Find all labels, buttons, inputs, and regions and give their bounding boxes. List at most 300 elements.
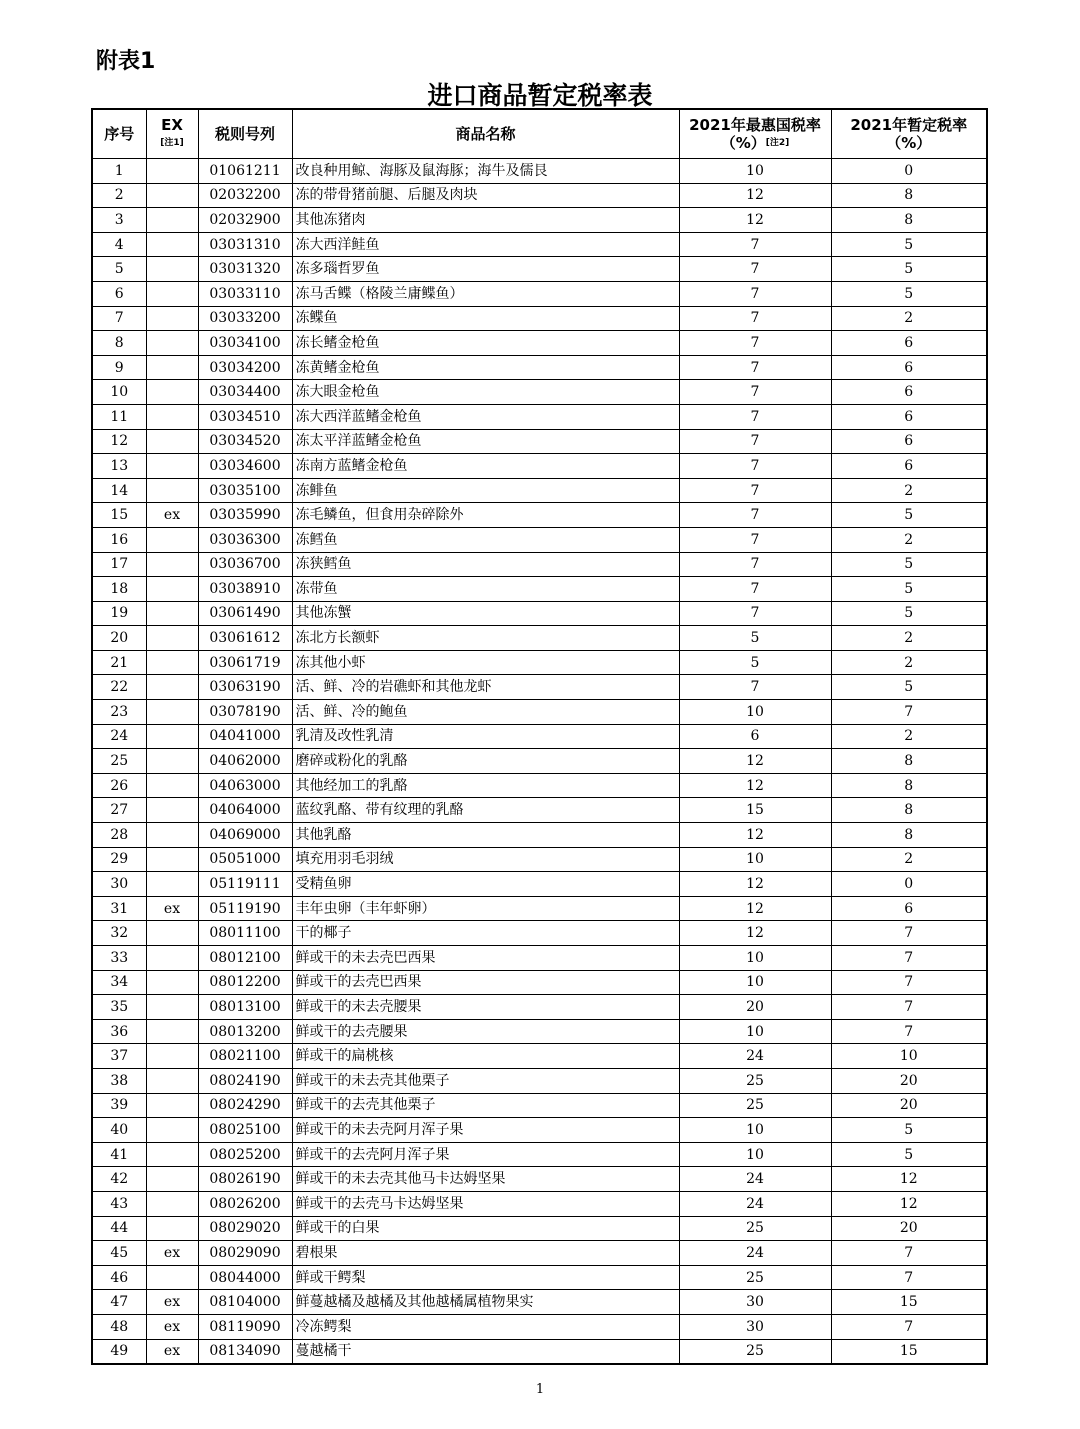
cell-ex [146,552,198,577]
cell-name: 鲜或干的去壳巴西果 [292,970,679,995]
table-row [92,1339,987,1364]
cell-ex: ex [146,503,198,528]
cell-temp-rate: 7 [831,946,987,971]
cell-seq: 46 [92,1265,146,1290]
table-row [92,257,987,282]
cell-temp-rate: 8 [831,183,987,208]
cell-seq: 18 [92,577,146,602]
cell-seq: 2 [92,183,146,208]
cell-mfn-rate: 10 [679,946,831,971]
cell-seq: 49 [92,1339,146,1364]
cell-mfn-rate: 15 [679,798,831,823]
cell-ex [146,404,198,429]
cell-code: 03031310 [198,232,292,257]
cell-seq: 37 [92,1044,146,1069]
table-row [92,896,987,921]
cell-mfn-rate: 7 [679,503,831,528]
cell-ex [146,355,198,380]
cell-ex [146,306,198,331]
cell-mfn-rate: 7 [679,331,831,356]
cell-seq: 35 [92,995,146,1020]
cell-mfn-rate: 7 [679,232,831,257]
cell-code: 03061719 [198,650,292,675]
cell-mfn-rate: 10 [679,700,831,725]
table-row [92,1241,987,1266]
cell-name: 鲜或干的未去壳其他栗子 [292,1068,679,1093]
cell-seq: 44 [92,1216,146,1241]
cell-mfn-rate: 12 [679,872,831,897]
cell-name: 鲜或干的去壳其他栗子 [292,1093,679,1118]
cell-name: 冻的带骨猪前腿、后腿及肉块 [292,183,679,208]
cell-name: 冻长鳍金枪鱼 [292,331,679,356]
cell-temp-rate: 7 [831,970,987,995]
cell-ex [146,380,198,405]
cell-code: 03078190 [198,700,292,725]
cell-name: 冻马舌鲽（格陵兰庸鲽鱼） [292,281,679,306]
cell-mfn-rate: 12 [679,183,831,208]
cell-name: 活、鲜、冷的岩礁虾和其他龙虾 [292,675,679,700]
cell-code: 03036300 [198,527,292,552]
cell-name: 冻毛鳞鱼，但食用杂碎除外 [292,503,679,528]
cell-seq: 9 [92,355,146,380]
table-row [92,970,987,995]
cell-ex [146,527,198,552]
cell-temp-rate: 12 [831,1191,987,1216]
cell-mfn-rate: 5 [679,626,831,651]
cell-seq: 47 [92,1290,146,1315]
cell-code: 03034400 [198,380,292,405]
cell-mfn-rate: 7 [679,675,831,700]
cell-name: 冻南方蓝鳍金枪鱼 [292,454,679,479]
cell-ex [146,724,198,749]
cell-seq: 17 [92,552,146,577]
table-row [92,331,987,356]
cell-mfn-rate: 7 [679,257,831,282]
tariff-table [91,108,988,1365]
cell-mfn-rate: 24 [679,1044,831,1069]
cell-seq: 42 [92,1167,146,1192]
cell-name: 改良种用鲸、海豚及鼠海豚；海牛及儒艮 [292,159,679,184]
cell-name: 填充用羽毛羽绒 [292,847,679,872]
cell-ex [146,847,198,872]
cell-name: 其他经加工的乳酪 [292,773,679,798]
table-row [92,1044,987,1069]
cell-mfn-rate: 24 [679,1241,831,1266]
table-row [92,306,987,331]
cell-mfn-rate: 7 [679,454,831,479]
cell-temp-rate: 2 [831,306,987,331]
cell-seq: 29 [92,847,146,872]
cell-code: 08119090 [198,1314,292,1339]
header-ex-note: [注1] [160,138,184,148]
cell-ex [146,823,198,848]
cell-code: 08013200 [198,1019,292,1044]
cell-name: 冻大眼金枪鱼 [292,380,679,405]
cell-seq: 34 [92,970,146,995]
cell-temp-rate: 5 [831,552,987,577]
cell-ex [146,159,198,184]
cell-name: 蔓越橘干 [292,1339,679,1364]
cell-ex: ex [146,896,198,921]
table-row [92,773,987,798]
cell-name: 鲜蔓越橘及越橘及其他越橘属植物果实 [292,1290,679,1315]
cell-ex [146,626,198,651]
cell-mfn-rate: 12 [679,921,831,946]
cell-temp-rate: 7 [831,1265,987,1290]
cell-ex: ex [146,1290,198,1315]
cell-name: 蓝纹乳酪、带有纹理的乳酪 [292,798,679,823]
cell-ex [146,872,198,897]
cell-ex [146,478,198,503]
cell-seq: 5 [92,257,146,282]
cell-ex [146,257,198,282]
cell-seq: 23 [92,700,146,725]
cell-name: 鲜或干的未去壳腰果 [292,995,679,1020]
table-row [92,1118,987,1143]
table-row [92,208,987,233]
cell-name: 鲜或干的扁桃核 [292,1044,679,1069]
cell-ex [146,946,198,971]
cell-temp-rate: 15 [831,1339,987,1364]
cell-ex [146,577,198,602]
table-row [92,1191,987,1216]
cell-name: 其他乳酪 [292,823,679,848]
cell-code: 03034600 [198,454,292,479]
cell-temp-rate: 5 [831,1118,987,1143]
table-row [92,724,987,749]
table-row [92,1093,987,1118]
cell-mfn-rate: 30 [679,1314,831,1339]
cell-temp-rate: 8 [831,208,987,233]
cell-temp-rate: 20 [831,1068,987,1093]
cell-mfn-rate: 24 [679,1191,831,1216]
table-row [92,159,987,184]
cell-code: 03035100 [198,478,292,503]
cell-temp-rate: 5 [831,577,987,602]
cell-seq: 20 [92,626,146,651]
cell-code: 08029090 [198,1241,292,1266]
cell-temp-rate: 5 [831,257,987,282]
cell-ex: ex [146,1314,198,1339]
table-row [92,749,987,774]
cell-mfn-rate: 7 [679,601,831,626]
header-temp-line1: 2021年暂定税率 [850,116,968,134]
cell-ex [146,700,198,725]
table-row [92,355,987,380]
cell-temp-rate: 2 [831,847,987,872]
cell-temp-rate: 2 [831,478,987,503]
cell-code: 08024190 [198,1068,292,1093]
cell-code: 03033110 [198,281,292,306]
table-row [92,404,987,429]
cell-code: 03034520 [198,429,292,454]
cell-mfn-rate: 7 [679,478,831,503]
cell-ex [146,773,198,798]
cell-ex [146,1216,198,1241]
table-row [92,478,987,503]
header-temp-line2: （%） [886,134,932,152]
cell-ex [146,921,198,946]
table-row [92,577,987,602]
cell-seq: 41 [92,1142,146,1167]
cell-ex: ex [146,1241,198,1266]
cell-temp-rate: 7 [831,1241,987,1266]
cell-seq: 15 [92,503,146,528]
cell-name: 鲜或干的未去壳其他马卡达姆坚果 [292,1167,679,1192]
cell-seq: 27 [92,798,146,823]
header-code: 税则号列 [198,109,292,159]
table-row [92,1290,987,1315]
cell-seq: 30 [92,872,146,897]
header-temp-rate [831,109,987,159]
cell-code: 08029020 [198,1216,292,1241]
cell-mfn-rate: 12 [679,773,831,798]
cell-name: 冷冻鳄梨 [292,1314,679,1339]
cell-mfn-rate: 25 [679,1068,831,1093]
cell-code: 03038910 [198,577,292,602]
cell-temp-rate: 5 [831,601,987,626]
cell-code: 08013100 [198,995,292,1020]
cell-ex [146,601,198,626]
cell-seq: 45 [92,1241,146,1266]
cell-temp-rate: 6 [831,404,987,429]
cell-temp-rate: 5 [831,503,987,528]
cell-mfn-rate: 10 [679,1019,831,1044]
cell-code: 03063190 [198,675,292,700]
cell-temp-rate: 5 [831,281,987,306]
cell-ex [146,1142,198,1167]
table-row [92,921,987,946]
cell-code: 04064000 [198,798,292,823]
table-row [92,1068,987,1093]
cell-mfn-rate: 10 [679,159,831,184]
cell-code: 08012100 [198,946,292,971]
cell-seq: 33 [92,946,146,971]
cell-name: 活、鲜、冷的鲍鱼 [292,700,679,725]
cell-code: 08104000 [198,1290,292,1315]
table-row [92,552,987,577]
cell-temp-rate: 6 [831,429,987,454]
table-row [92,823,987,848]
cell-temp-rate: 5 [831,675,987,700]
cell-mfn-rate: 7 [679,577,831,602]
cell-mfn-rate: 10 [679,847,831,872]
cell-code: 03035990 [198,503,292,528]
cell-mfn-rate: 12 [679,749,831,774]
cell-seq: 14 [92,478,146,503]
cell-mfn-rate: 7 [679,281,831,306]
cell-name: 冻鳕鱼 [292,527,679,552]
cell-code: 01061211 [198,159,292,184]
cell-temp-rate: 8 [831,823,987,848]
cell-code: 08044000 [198,1265,292,1290]
cell-code: 08011100 [198,921,292,946]
table-row [92,232,987,257]
cell-mfn-rate: 25 [679,1093,831,1118]
table-row [92,798,987,823]
cell-code: 05051000 [198,847,292,872]
cell-code: 04062000 [198,749,292,774]
cell-mfn-rate: 7 [679,527,831,552]
table-row [92,1019,987,1044]
cell-ex [146,1019,198,1044]
cell-mfn-rate: 10 [679,1118,831,1143]
cell-mfn-rate: 7 [679,429,831,454]
cell-ex [146,1118,198,1143]
cell-code: 03061490 [198,601,292,626]
cell-code: 04069000 [198,823,292,848]
cell-seq: 26 [92,773,146,798]
cell-mfn-rate: 10 [679,1142,831,1167]
page-number: 1 [535,1382,545,1397]
cell-temp-rate: 7 [831,921,987,946]
table-row [92,454,987,479]
cell-ex: ex [146,1339,198,1364]
cell-code: 08025100 [198,1118,292,1143]
cell-temp-rate: 7 [831,1019,987,1044]
cell-seq: 21 [92,650,146,675]
table-row [92,872,987,897]
cell-name: 鲜或干的未去壳巴西果 [292,946,679,971]
table-row [92,626,987,651]
cell-temp-rate: 6 [831,454,987,479]
cell-name: 丰年虫卵（丰年虾卵） [292,896,679,921]
cell-code: 02032900 [198,208,292,233]
cell-ex [146,1068,198,1093]
cell-name: 干的椰子 [292,921,679,946]
cell-code: 08026190 [198,1167,292,1192]
attachment-label: 附表1 [96,49,156,74]
cell-name: 碧根果 [292,1241,679,1266]
table-row [92,675,987,700]
cell-mfn-rate: 25 [679,1339,831,1364]
table-header-row [92,109,987,159]
cell-mfn-rate: 10 [679,970,831,995]
cell-seq: 32 [92,921,146,946]
table-row [92,847,987,872]
table-row [92,946,987,971]
cell-mfn-rate: 24 [679,1167,831,1192]
cell-seq: 3 [92,208,146,233]
table-row [92,700,987,725]
header-ex [146,109,198,159]
table-row [92,601,987,626]
cell-temp-rate: 15 [831,1290,987,1315]
cell-ex [146,331,198,356]
cell-temp-rate: 7 [831,700,987,725]
cell-code: 03036700 [198,552,292,577]
cell-code: 03034100 [198,331,292,356]
table-row [92,995,987,1020]
cell-seq: 28 [92,823,146,848]
cell-mfn-rate: 6 [679,724,831,749]
cell-temp-rate: 8 [831,798,987,823]
cell-seq: 4 [92,232,146,257]
cell-seq: 31 [92,896,146,921]
cell-name: 鲜或干的未去壳阿月浑子果 [292,1118,679,1143]
cell-seq: 24 [92,724,146,749]
cell-seq: 48 [92,1314,146,1339]
header-ex-label: EX [161,116,183,134]
page-title: 进口商品暂定税率表 [427,81,653,110]
cell-mfn-rate: 25 [679,1216,831,1241]
cell-name: 鲜或干鳄梨 [292,1265,679,1290]
table-body [92,159,987,1365]
cell-temp-rate: 20 [831,1093,987,1118]
cell-seq: 36 [92,1019,146,1044]
cell-temp-rate: 2 [831,527,987,552]
cell-name: 磨碎或粉化的乳酪 [292,749,679,774]
cell-temp-rate: 5 [831,1142,987,1167]
cell-name: 鲜或干的去壳腰果 [292,1019,679,1044]
cell-name: 鲜或干的去壳马卡达姆坚果 [292,1191,679,1216]
cell-mfn-rate: 12 [679,823,831,848]
cell-code: 08021100 [198,1044,292,1069]
cell-seq: 19 [92,601,146,626]
cell-temp-rate: 5 [831,232,987,257]
cell-name: 乳清及改性乳清 [292,724,679,749]
cell-temp-rate: 6 [831,355,987,380]
cell-code: 08026200 [198,1191,292,1216]
cell-temp-rate: 6 [831,380,987,405]
cell-temp-rate: 6 [831,331,987,356]
cell-seq: 38 [92,1068,146,1093]
cell-mfn-rate: 25 [679,1265,831,1290]
cell-temp-rate: 20 [831,1216,987,1241]
cell-seq: 7 [92,306,146,331]
cell-code: 02032200 [198,183,292,208]
cell-code: 08024290 [198,1093,292,1118]
cell-mfn-rate: 7 [679,552,831,577]
table-row [92,1314,987,1339]
cell-code: 05119111 [198,872,292,897]
cell-temp-rate: 8 [831,749,987,774]
cell-temp-rate: 10 [831,1044,987,1069]
cell-ex [146,1265,198,1290]
cell-ex [146,1191,198,1216]
cell-name: 其他冻猪肉 [292,208,679,233]
cell-name: 冻大西洋鲑鱼 [292,232,679,257]
cell-name: 鲜或干的去壳阿月浑子果 [292,1142,679,1167]
cell-name: 冻太平洋蓝鳍金枪鱼 [292,429,679,454]
cell-ex [146,454,198,479]
cell-ex [146,208,198,233]
cell-seq: 8 [92,331,146,356]
table-row [92,281,987,306]
cell-ex [146,1044,198,1069]
cell-temp-rate: 7 [831,995,987,1020]
cell-code: 03031320 [198,257,292,282]
cell-ex [146,281,198,306]
cell-seq: 39 [92,1093,146,1118]
cell-temp-rate: 2 [831,650,987,675]
cell-seq: 22 [92,675,146,700]
cell-temp-rate: 6 [831,896,987,921]
cell-mfn-rate: 12 [679,896,831,921]
cell-name: 其他冻蟹 [292,601,679,626]
cell-seq: 1 [92,159,146,184]
cell-name: 鲜或干的白果 [292,1216,679,1241]
table-row [92,380,987,405]
cell-name: 冻鲱鱼 [292,478,679,503]
cell-name: 冻狭鳕鱼 [292,552,679,577]
cell-temp-rate: 7 [831,1314,987,1339]
cell-seq: 13 [92,454,146,479]
cell-ex [146,798,198,823]
cell-seq: 11 [92,404,146,429]
table-row [92,527,987,552]
header-mfn-line1: 2021年最惠国税率 [689,116,821,134]
